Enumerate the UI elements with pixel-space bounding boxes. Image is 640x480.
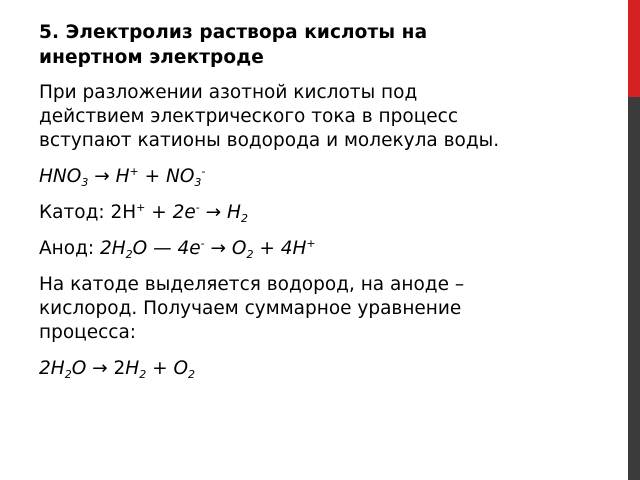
eq-subscript: 3	[194, 176, 202, 189]
eq-term: 2H	[39, 358, 65, 379]
eq-subscript: 2	[139, 368, 147, 381]
eq-term: + NO	[138, 166, 195, 187]
eq-label: Анод:	[39, 238, 100, 259]
anode-equation	[39, 237, 599, 261]
title-line: инертном электроде	[39, 47, 264, 68]
eq-subscript: 2	[240, 212, 248, 225]
paragraph-line: действием электрического тока в процесс	[39, 106, 459, 127]
eq-superscript: -	[201, 165, 206, 178]
eq-term: → H	[88, 166, 130, 187]
eq-label: Катод: 2H	[39, 202, 137, 223]
cathode-equation	[39, 201, 599, 225]
slide-content	[39, 20, 599, 381]
eq-term: O	[71, 358, 87, 379]
summary-paragraph	[39, 273, 599, 345]
title-line: 5. Электролиз раствора кислоты на	[39, 22, 428, 43]
eq-term: → H	[199, 202, 241, 223]
eq-term: + O	[146, 358, 189, 379]
intro-paragraph	[39, 81, 599, 153]
eq-term: → O	[204, 238, 247, 259]
paragraph-line: вступают катионы водорода и молекула воды.	[39, 130, 500, 151]
eq-subscript: 2	[64, 368, 72, 381]
eq-term: HNO	[39, 166, 82, 187]
eq-subscript: 2	[125, 248, 133, 261]
paragraph-line: процесса:	[39, 322, 137, 343]
eq-superscript: -	[195, 201, 200, 214]
eq-term: + 4H	[253, 238, 307, 259]
eq-term: O — 4e	[132, 238, 201, 259]
eq-term: → 2	[86, 358, 126, 379]
eq-subscript: 2	[188, 368, 196, 381]
eq-subscript: 2	[246, 248, 254, 261]
slide-title	[39, 20, 599, 70]
eq-superscript: +	[306, 237, 316, 250]
paragraph-line: При разложении азотной кислоты под	[39, 82, 418, 103]
eq-superscript: +	[136, 201, 146, 214]
paragraph-line: На катоде выделяется водород, на аноде –	[39, 274, 465, 295]
eq-superscript: +	[129, 165, 139, 178]
nitric-acid-dissociation-equation	[39, 165, 599, 189]
accent-bar-gray	[628, 97, 640, 480]
paragraph-line: кислород. Получаем суммарное уравнение	[39, 298, 462, 319]
eq-term: + 2e	[145, 202, 196, 223]
eq-term: H	[125, 358, 140, 379]
eq-subscript: 3	[81, 176, 89, 189]
overall-equation	[39, 357, 599, 381]
eq-superscript: -	[200, 237, 205, 250]
accent-bar-red	[628, 0, 640, 97]
eq-term: 2H	[99, 238, 126, 259]
